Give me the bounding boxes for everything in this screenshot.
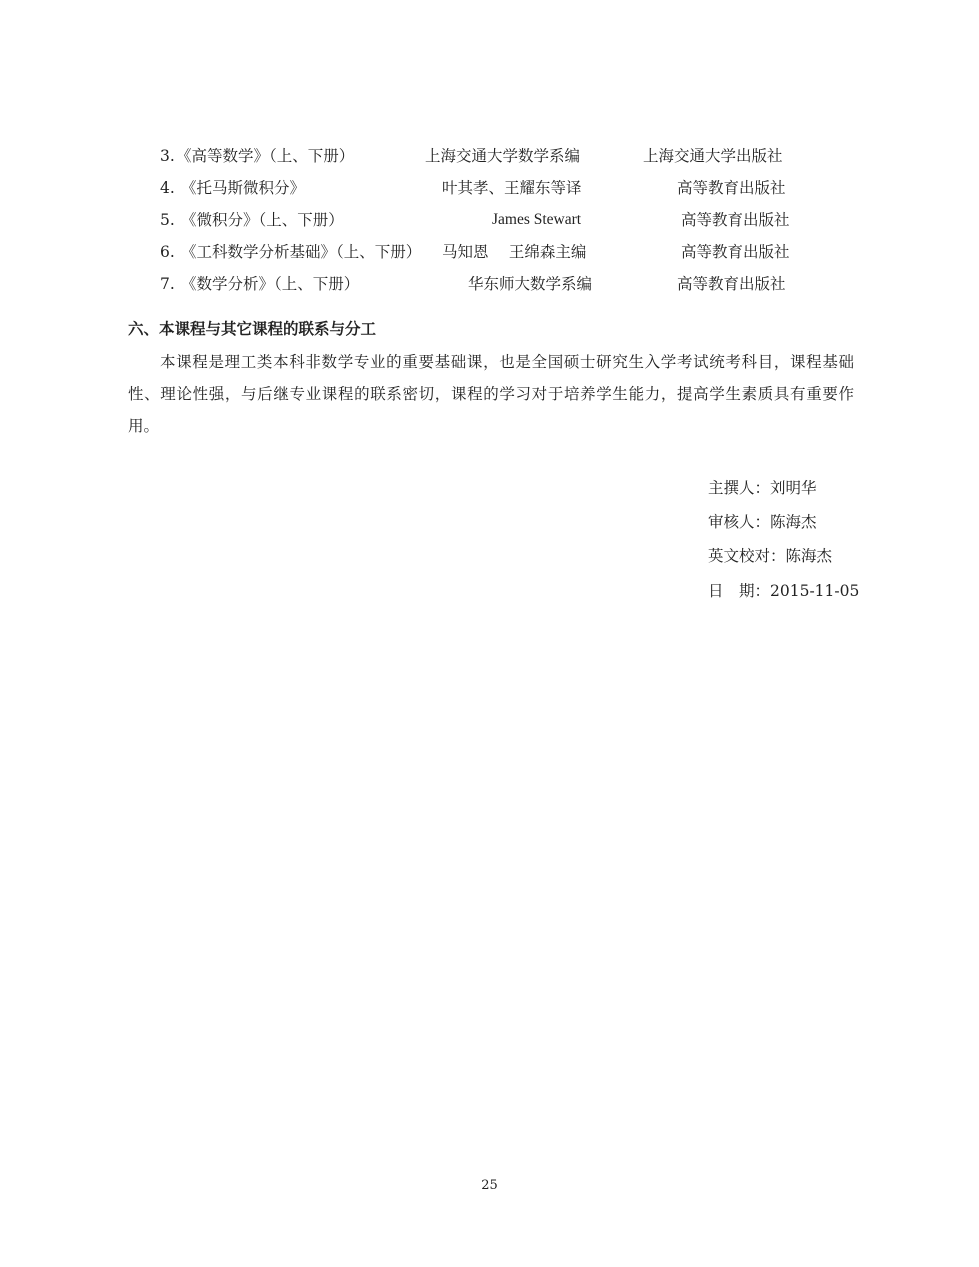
reference-item [0, 177, 979, 199]
reference-title: 《工科数学分析基础》（上、下册） [181, 243, 422, 261]
reference-item [0, 241, 979, 263]
reference-publisher: 高等教育出版社 [677, 179, 786, 197]
reference-title: 《托马斯微积分》 [181, 179, 306, 197]
section-paragraph: 本课程是理工类本科非数学专业的重要基础课，也是全国硕士研究生入学考试统考科目，课程基础性、理论性强，与后继专业课程的联系密切，课程的学习对于培养学生能力，提高学生素质具有重要作用。 [128, 353, 854, 435]
reference-number: 6. [160, 243, 175, 261]
reference-number: 3. [160, 147, 175, 165]
reference-author: James Stewart [492, 211, 582, 228]
reference-number: 4. [160, 179, 175, 197]
reference-title: 《微积分》（上、下册） [181, 211, 344, 229]
reference-item [0, 209, 979, 231]
reference-author: 华东师大数学系编 [468, 275, 593, 293]
signature-author: 主撰人：刘明华 [708, 479, 817, 497]
reference-publisher: 上海交通大学出版社 [643, 147, 783, 165]
reference-title: 《数学分析》（上、下册） [181, 275, 360, 293]
reference-publisher: 高等教育出版社 [681, 243, 790, 261]
reference-title: 《高等数学》（上、下册） [176, 147, 355, 165]
reference-item [0, 145, 979, 167]
reference-publisher: 高等教育出版社 [677, 275, 786, 293]
signature-reviewer: 审核人：陈海杰 [708, 513, 817, 531]
reference-number: 7. [160, 275, 175, 293]
reference-author: 上海交通大学数学系编 [425, 147, 581, 165]
signature-date: 日 期：2015-11-05 [708, 582, 860, 600]
reference-author: 马知恩 王绵森主编 [442, 243, 587, 261]
signature-english-proof: 英文校对：陈海杰 [708, 547, 833, 565]
page-number: 25 [481, 1178, 498, 1193]
reference-author: 叶其孝、王耀东等译 [442, 179, 582, 197]
reference-item [0, 273, 979, 295]
reference-number: 5. [160, 211, 175, 229]
section-heading: 六、本课程与其它课程的联系与分工 [128, 319, 377, 338]
reference-publisher: 高等教育出版社 [681, 211, 790, 229]
